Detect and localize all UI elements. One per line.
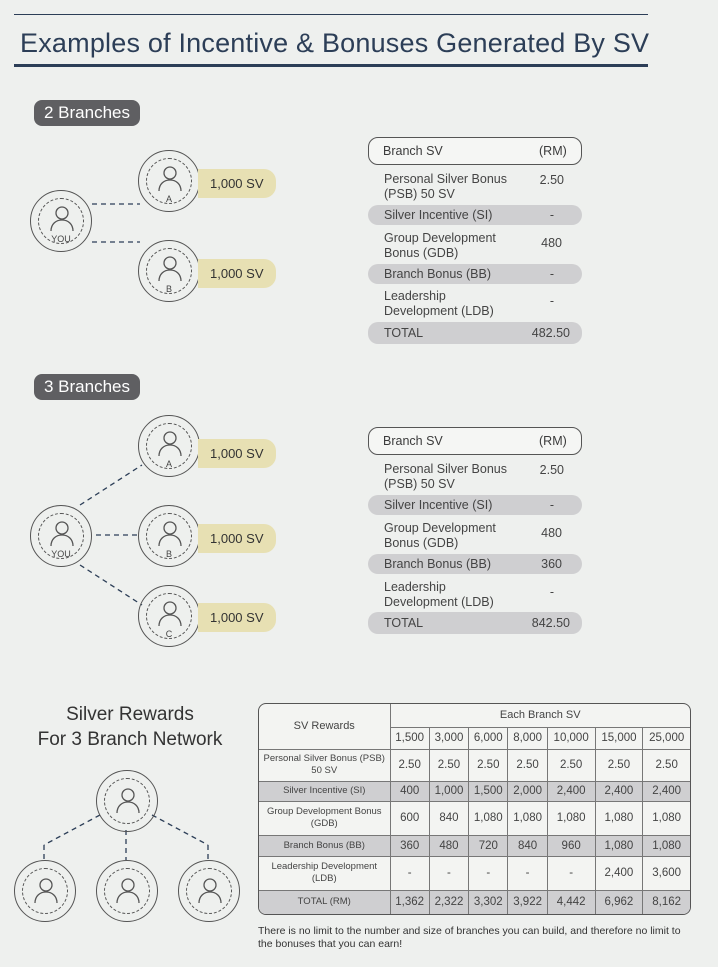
cell: 2.50 (643, 749, 690, 781)
cell: 1,080 (508, 801, 547, 835)
cell: 480 (429, 835, 468, 856)
page-title: Examples of Incentive & Bonuses Generated By SV (20, 28, 650, 58)
row-label: Silver Incentive (SI) (384, 498, 493, 512)
header-unit: (RM) (539, 144, 567, 158)
node-label: YOU (51, 549, 71, 559)
cell: 3,302 (469, 890, 508, 914)
cell: - (469, 856, 508, 890)
cell: 960 (547, 835, 595, 856)
cell: 8,162 (643, 890, 690, 914)
cell: 840 (508, 835, 547, 856)
rewards-table (258, 703, 691, 915)
cell: 3,922 (508, 890, 547, 914)
cell: 360 (390, 835, 429, 856)
row-label: Personal Silver Bonus (PSB) 50 SV (384, 462, 507, 491)
person-icon (156, 254, 184, 282)
node-label: C (165, 629, 173, 639)
table-row-total (368, 612, 582, 634)
cell: 1,362 (390, 890, 429, 914)
cell: 2,322 (429, 890, 468, 914)
branch-sv-header (368, 427, 582, 455)
table-row (368, 554, 582, 574)
cell: 1,080 (595, 835, 643, 856)
cell: 4,442 (547, 890, 595, 914)
cell: 600 (390, 801, 429, 835)
row-label: Silver Incentive (SI) (384, 208, 493, 222)
row-value: 480 (541, 526, 562, 540)
table-row (368, 579, 582, 611)
footnote: There is no limit to the number and size of branches you can build, and therefore no limit to the bonuses that you can earn! (258, 925, 681, 950)
row-value: 842.50 (531, 616, 570, 630)
column-header: 15,000 (595, 727, 643, 749)
header-label: Branch SV (383, 144, 443, 158)
two-branches-heading: 2 Branches (34, 100, 140, 126)
cell: 2,400 (547, 781, 595, 801)
node-branch (178, 860, 240, 922)
row-label: Branch Bonus (BB) (384, 557, 491, 571)
row-value: 2.50 (539, 173, 564, 187)
group-header: Each Branch SV (390, 704, 690, 727)
cell: - (390, 856, 429, 890)
table-corner: SV Rewards (259, 704, 390, 749)
node-b (138, 240, 200, 302)
cell: 840 (429, 801, 468, 835)
rewards-title-line1: Silver Rewards (66, 704, 194, 725)
branch-sv-header (368, 137, 582, 165)
row-value: - (549, 267, 554, 281)
cell: - (429, 856, 468, 890)
cell: 1,080 (469, 801, 508, 835)
row-label: Branch Bonus (BB) (384, 267, 491, 281)
node-a (138, 150, 200, 212)
person-icon (48, 519, 76, 547)
table-row (368, 461, 582, 493)
row-value: 482.50 (531, 326, 570, 340)
person-icon (114, 786, 142, 814)
cell: 1,080 (643, 835, 690, 856)
person-icon (156, 599, 184, 627)
cell: 1,080 (643, 801, 690, 835)
rewards-title (14, 702, 246, 752)
row-label: Personal Silver Bonus (PSB) 50 SV (259, 749, 390, 781)
cell: 2.50 (429, 749, 468, 781)
row-value: - (549, 294, 554, 308)
table-row (368, 205, 582, 225)
table-row-total (259, 890, 690, 914)
row-label: Group Development Bonus (GDB) (384, 231, 496, 260)
node-b (138, 505, 200, 567)
header-unit: (RM) (539, 434, 567, 448)
row-label: Leadership Development (LDB) (384, 580, 494, 609)
row-label: TOTAL (384, 616, 424, 630)
cell: 2.50 (547, 749, 595, 781)
table-row (368, 264, 582, 284)
cell: 3,600 (643, 856, 690, 890)
table-row (368, 495, 582, 515)
table-row (259, 749, 690, 781)
row-value: 2.50 (539, 463, 564, 477)
row-label: Branch Bonus (BB) (259, 835, 390, 856)
person-icon (48, 204, 76, 232)
cell: 2,000 (508, 781, 547, 801)
row-value: - (549, 208, 554, 222)
node-label: B (165, 284, 172, 294)
column-header: 8,000 (508, 727, 547, 749)
person-icon (156, 519, 184, 547)
node-label: A (165, 459, 172, 469)
node-you (30, 190, 92, 252)
table-row (259, 801, 690, 835)
column-header: 25,000 (643, 727, 690, 749)
sv-tag: 1,000 SV (198, 259, 276, 288)
cell: 1,080 (595, 801, 643, 835)
node-branch (14, 860, 76, 922)
sv-tag: 1,000 SV (198, 439, 276, 468)
person-icon (196, 876, 224, 904)
cell: 1,080 (547, 801, 595, 835)
person-icon (114, 876, 142, 904)
node-a (138, 415, 200, 477)
row-value: - (549, 585, 554, 599)
person-icon (32, 876, 60, 904)
node-c (138, 585, 200, 647)
table-row (259, 856, 690, 890)
node-branch (96, 860, 158, 922)
node-you (96, 770, 158, 832)
cell: 720 (469, 835, 508, 856)
table-row (368, 170, 582, 202)
row-value: 480 (541, 236, 562, 250)
cell: 2,400 (595, 781, 643, 801)
cell: - (508, 856, 547, 890)
person-icon (156, 429, 184, 457)
three-branches-heading: 3 Branches (34, 374, 140, 400)
table-row (259, 835, 690, 856)
cell: 1,000 (429, 781, 468, 801)
node-label: YOU (51, 234, 71, 244)
column-header: 1,500 (390, 727, 429, 749)
cell: 2.50 (469, 749, 508, 781)
sv-tag: 1,000 SV (198, 169, 276, 198)
row-value: 360 (541, 557, 562, 571)
cell: 6,962 (595, 890, 643, 914)
row-label: Personal Silver Bonus (PSB) 50 SV (384, 172, 507, 201)
table-row (368, 288, 582, 320)
table-row (368, 230, 582, 262)
row-label: Group Development Bonus (GDB) (259, 801, 390, 835)
table-row (368, 520, 582, 552)
row-label: Group Development Bonus (GDB) (384, 521, 496, 550)
row-value: - (549, 498, 554, 512)
row-label: Leadership Development (LDB) (259, 856, 390, 890)
sv-tag: 1,000 SV (198, 603, 276, 632)
cell: 2,400 (595, 856, 643, 890)
column-header: 10,000 (547, 727, 595, 749)
row-label: TOTAL (384, 326, 424, 340)
table-row-total (368, 322, 582, 344)
person-icon (156, 164, 184, 192)
column-header: 6,000 (469, 727, 508, 749)
row-label: Leadership Development (LDB) (384, 289, 494, 318)
node-label: B (165, 549, 172, 559)
cell: 2,400 (643, 781, 690, 801)
node-label: A (165, 194, 172, 204)
cell: 400 (390, 781, 429, 801)
rewards-title-line2: For 3 Branch Network (37, 729, 223, 750)
cell: 2.50 (508, 749, 547, 781)
cell: 2.50 (390, 749, 429, 781)
header-label: Branch SV (383, 434, 443, 448)
node-you (30, 505, 92, 567)
table-row (259, 781, 690, 801)
cell: - (547, 856, 595, 890)
row-label: Silver Incentive (SI) (259, 781, 390, 801)
row-label: TOTAL (RM) (259, 890, 390, 914)
cell: 1,500 (469, 781, 508, 801)
cell: 2.50 (595, 749, 643, 781)
sv-tag: 1,000 SV (198, 524, 276, 553)
column-header: 3,000 (429, 727, 468, 749)
